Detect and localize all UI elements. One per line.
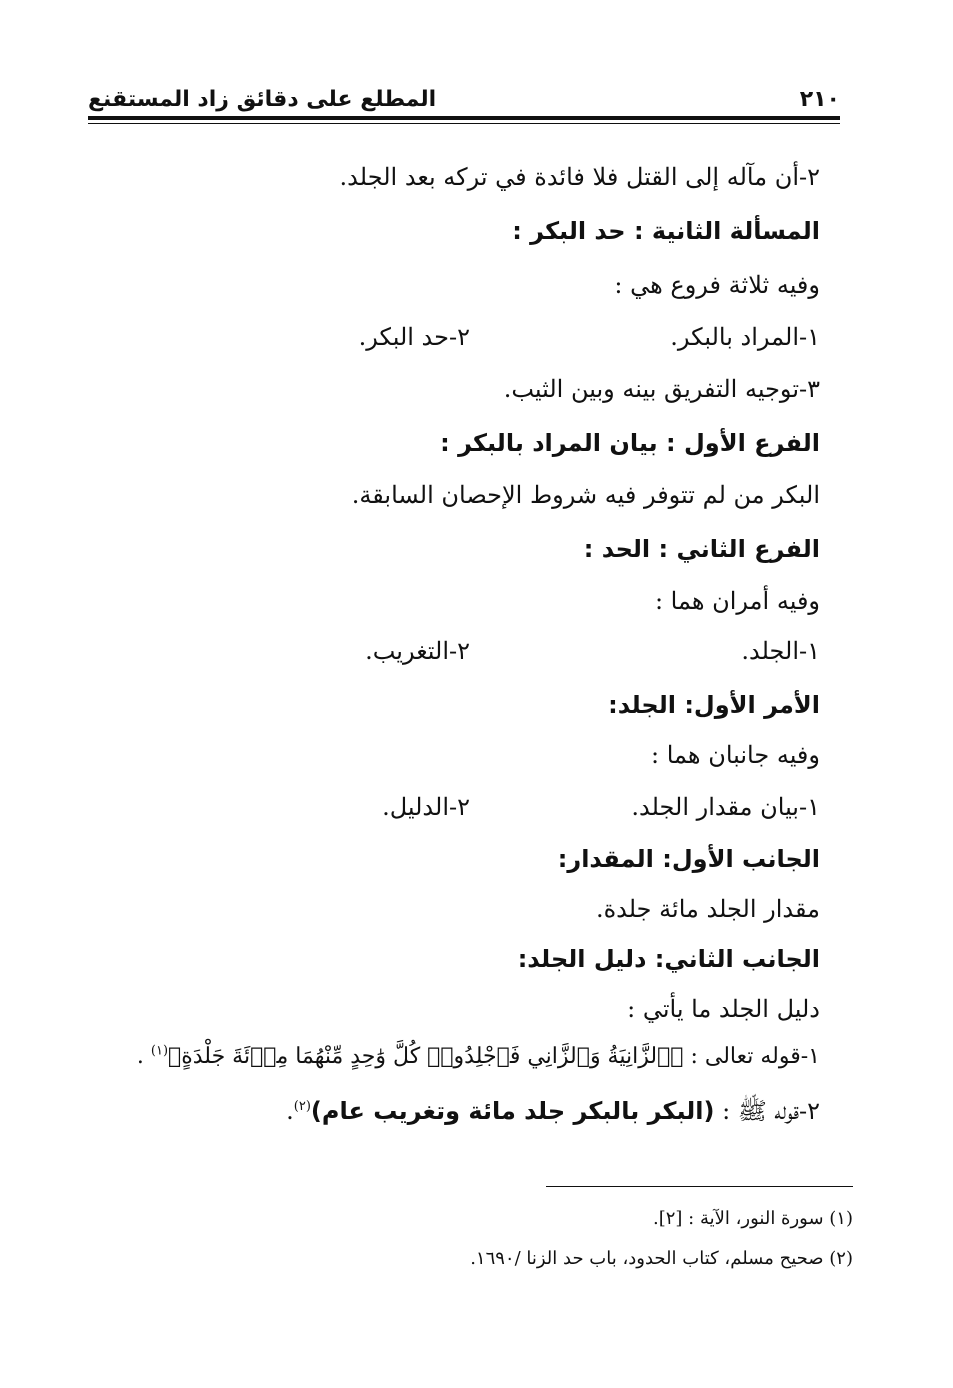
citation-prefix: ٢-قوله ﷺ : xyxy=(714,1097,820,1125)
hadith-citation-line xyxy=(150,1094,820,1128)
list-item: ١-المراد بالبكر. xyxy=(670,323,820,351)
header-rule-thin xyxy=(88,123,840,124)
footnote-ref: (١) xyxy=(150,1043,169,1059)
page-header xyxy=(88,82,840,112)
list-row xyxy=(150,634,820,668)
list-item: ٢-التغريب. xyxy=(365,637,470,665)
footnote-rule xyxy=(546,1186,853,1187)
text-line: البكر من لم تتوفر فيه شروط الإحصان السابقة. xyxy=(351,481,820,509)
footnote-ref: (٢) xyxy=(293,1099,311,1114)
header-rule-thick xyxy=(88,116,840,120)
heading-second-aspect: الجانب الثاني: دليل الجلد: xyxy=(517,945,820,973)
text-line: ٢-أن مآله إلى القتل فلا فائدة في تركه بعد الجلد. xyxy=(339,163,820,191)
quran-verse: ﴿ٱلزَّانِيَةُ وَٱلزَّانِي فَٱجْلِدُوا۟ كُلَّ وَٰحِدٍ مِّنْهُمَا مِا۟ئَةَ جَلْدَةٍ﴾ xyxy=(168,1044,684,1069)
hadith-text: (البكر بالبكر جلد مائة وتغريب عام) xyxy=(310,1097,715,1125)
text-line: وفيه أمران هما : xyxy=(654,587,820,615)
text-line: ٣-توجيه التفريق بينه وبين الثيب. xyxy=(503,375,820,403)
book-title: المطلع على دقائق زاد المستقنع xyxy=(88,87,437,112)
heading-second-branch: الفرع الثاني : الحد : xyxy=(583,535,820,563)
list-row xyxy=(150,320,820,354)
heading-first-matter: الأمر الأول: الجلد: xyxy=(608,691,820,719)
list-item: ٢-حد البكر. xyxy=(358,323,470,351)
list-item: ١-الجلد. xyxy=(741,637,820,665)
list-item: ١-بيان مقدار الجلد. xyxy=(631,793,820,821)
line-end: . xyxy=(286,1097,294,1125)
list-item: ٢-الدليل. xyxy=(382,793,470,821)
quran-citation-line xyxy=(100,1040,820,1074)
text-line: وفيه ثلاثة فروع هي : xyxy=(614,271,820,299)
list-row xyxy=(150,790,820,824)
line-end: . xyxy=(136,1044,151,1069)
heading-first-branch: الفرع الأول : بيان المراد بالبكر : xyxy=(440,429,820,457)
footnote: (١) سورة النور، الآية : [٢]. xyxy=(653,1208,853,1229)
text-line: دليل الجلد ما يأتي : xyxy=(627,995,820,1023)
heading-first-aspect: الجانب الأول: المقدار: xyxy=(557,845,820,873)
footnote: (٢) صحيح مسلم، كتاب الحدود، باب حد الزنا /١٦٩٠. xyxy=(470,1248,853,1269)
heading-second-issue: المسألة الثانية : حد البكر : xyxy=(512,217,820,245)
text-line: مقدار الجلد مائة جلدة. xyxy=(595,895,820,923)
citation-prefix: ١-قوله تعالى : xyxy=(683,1044,820,1069)
text-line: وفيه جانبان هما : xyxy=(651,741,820,769)
page-number: ٢١٠ xyxy=(799,87,840,112)
